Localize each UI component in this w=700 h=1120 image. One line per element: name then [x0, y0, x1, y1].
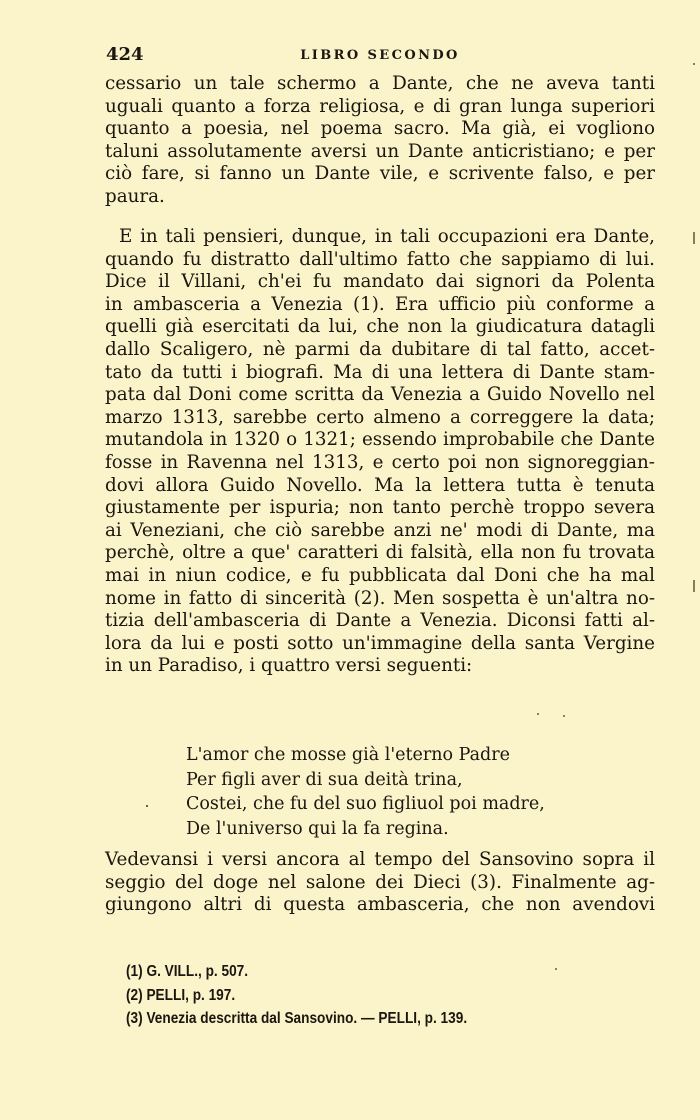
verse-line: Costei, che fu del suo figliuol poi madre,: [186, 794, 545, 814]
text-line: marzo 1313, sarebbe certo almeno a correggere la data;: [105, 406, 655, 428]
text-line: giungono altri di questa ambasceria, che non avendovi: [105, 894, 655, 916]
text-line: E in tali pensieri, dunque, in tali occupazioni era Dante,: [119, 226, 655, 247]
text-line: taluni assolutamente aversi un Dante anticristiano; e per: [105, 140, 655, 162]
verse-line: L'amor che mosse già l'eterno Padre: [186, 745, 510, 765]
footnotes: [126, 960, 514, 1031]
text-line: Dice il Villani, ch'ei fu mandato dai signori da Polenta: [105, 271, 655, 293]
text-line: tato da tutti i biografi. Ma di una lettera di Dante stam-: [105, 361, 655, 383]
text-line: dallo Scaligero, nè parmi da dubitare di tal fatto, accet-: [105, 338, 655, 360]
text-line: tizia dell'ambasceria di Dante a Venezia. Diconsi fatti al-: [105, 610, 655, 632]
text-line: paura.: [105, 185, 165, 207]
text-line: giustamente per ispuria; non tanto perchè troppo severa: [105, 497, 655, 519]
text-line: dovi allora Guido Novello. Ma la lettera tutta è tenuta: [105, 474, 655, 496]
text-line: in un Paradiso, i quattro versi seguenti:: [105, 655, 473, 677]
text-line: cessario un tale schermo a Dante, che ne aveva tanti: [105, 73, 655, 94]
text-line: quando fu distratto dall'ultimo fatto che sappiamo di lui.: [105, 248, 655, 270]
paragraph-3: [105, 849, 655, 917]
text-line: perchè, oltre a que' caratteri di falsità, ella non fu trovata: [105, 542, 655, 564]
verse-line: De l'universo qui la fa regina.: [186, 818, 449, 839]
paragraph-1: [105, 73, 655, 209]
paragraph-2: [105, 226, 655, 678]
page-number: 424: [106, 44, 144, 65]
text-line: mutandola in 1320 o 1321; essendo improbabile che Dante: [105, 429, 655, 451]
page-header: [106, 44, 654, 68]
text-line: quanto a poesia, nel poema sacro. Ma già, ei vogliono: [105, 118, 655, 140]
text-line: ciò fare, si fanno un Dante vile, e scrivente falso, e per: [105, 163, 655, 185]
poem-quatrain: [186, 743, 545, 841]
text-line: uguali quanto a forza religiosa, e di gran lunga superiori: [105, 95, 655, 117]
text-line: pata dal Doni come scritta da Venezia a Guido Novello nel: [105, 384, 655, 406]
text-line: ai Veneziani, che ciò sarebbe anzi ne' modi di Dante, ma: [105, 519, 655, 541]
text-line: lora da lui e posti sotto un'immagine della santa Vergine: [105, 632, 655, 654]
text-line: quelli già esercitati da lui, che non la giudicatura datagli: [105, 316, 655, 338]
footnote: (3) Venezia descritta dal Sansovino. — PELLI, p. 139.: [126, 1010, 468, 1027]
footnote: (2) PELLI, p. 197.: [126, 986, 236, 1004]
text-line: fosse in Ravenna nel 1313, e certo poi non signoreggian-: [105, 451, 655, 473]
running-title: LIBRO SECONDO: [300, 48, 460, 63]
text-line: mai in niun codice, e fu pubblicata dal Doni che ha mal: [105, 564, 655, 586]
verse-line: Per figli aver di sua deità trina,: [186, 769, 463, 790]
footnote: (1) G. VILL., p. 507.: [126, 963, 249, 980]
text-line: Vedevansi i versi ancora al tempo del Sansovino sopra il: [105, 849, 655, 870]
text-line: in ambasceria a Venezia (1). Era ufficio più conforme a: [105, 293, 655, 315]
text-line: nome in fatto di sincerità (2). Men sospetta è un'altra no-: [105, 587, 655, 609]
text-line: seggio del doge nel salone dei Dieci (3). Finalmente ag-: [105, 871, 655, 893]
